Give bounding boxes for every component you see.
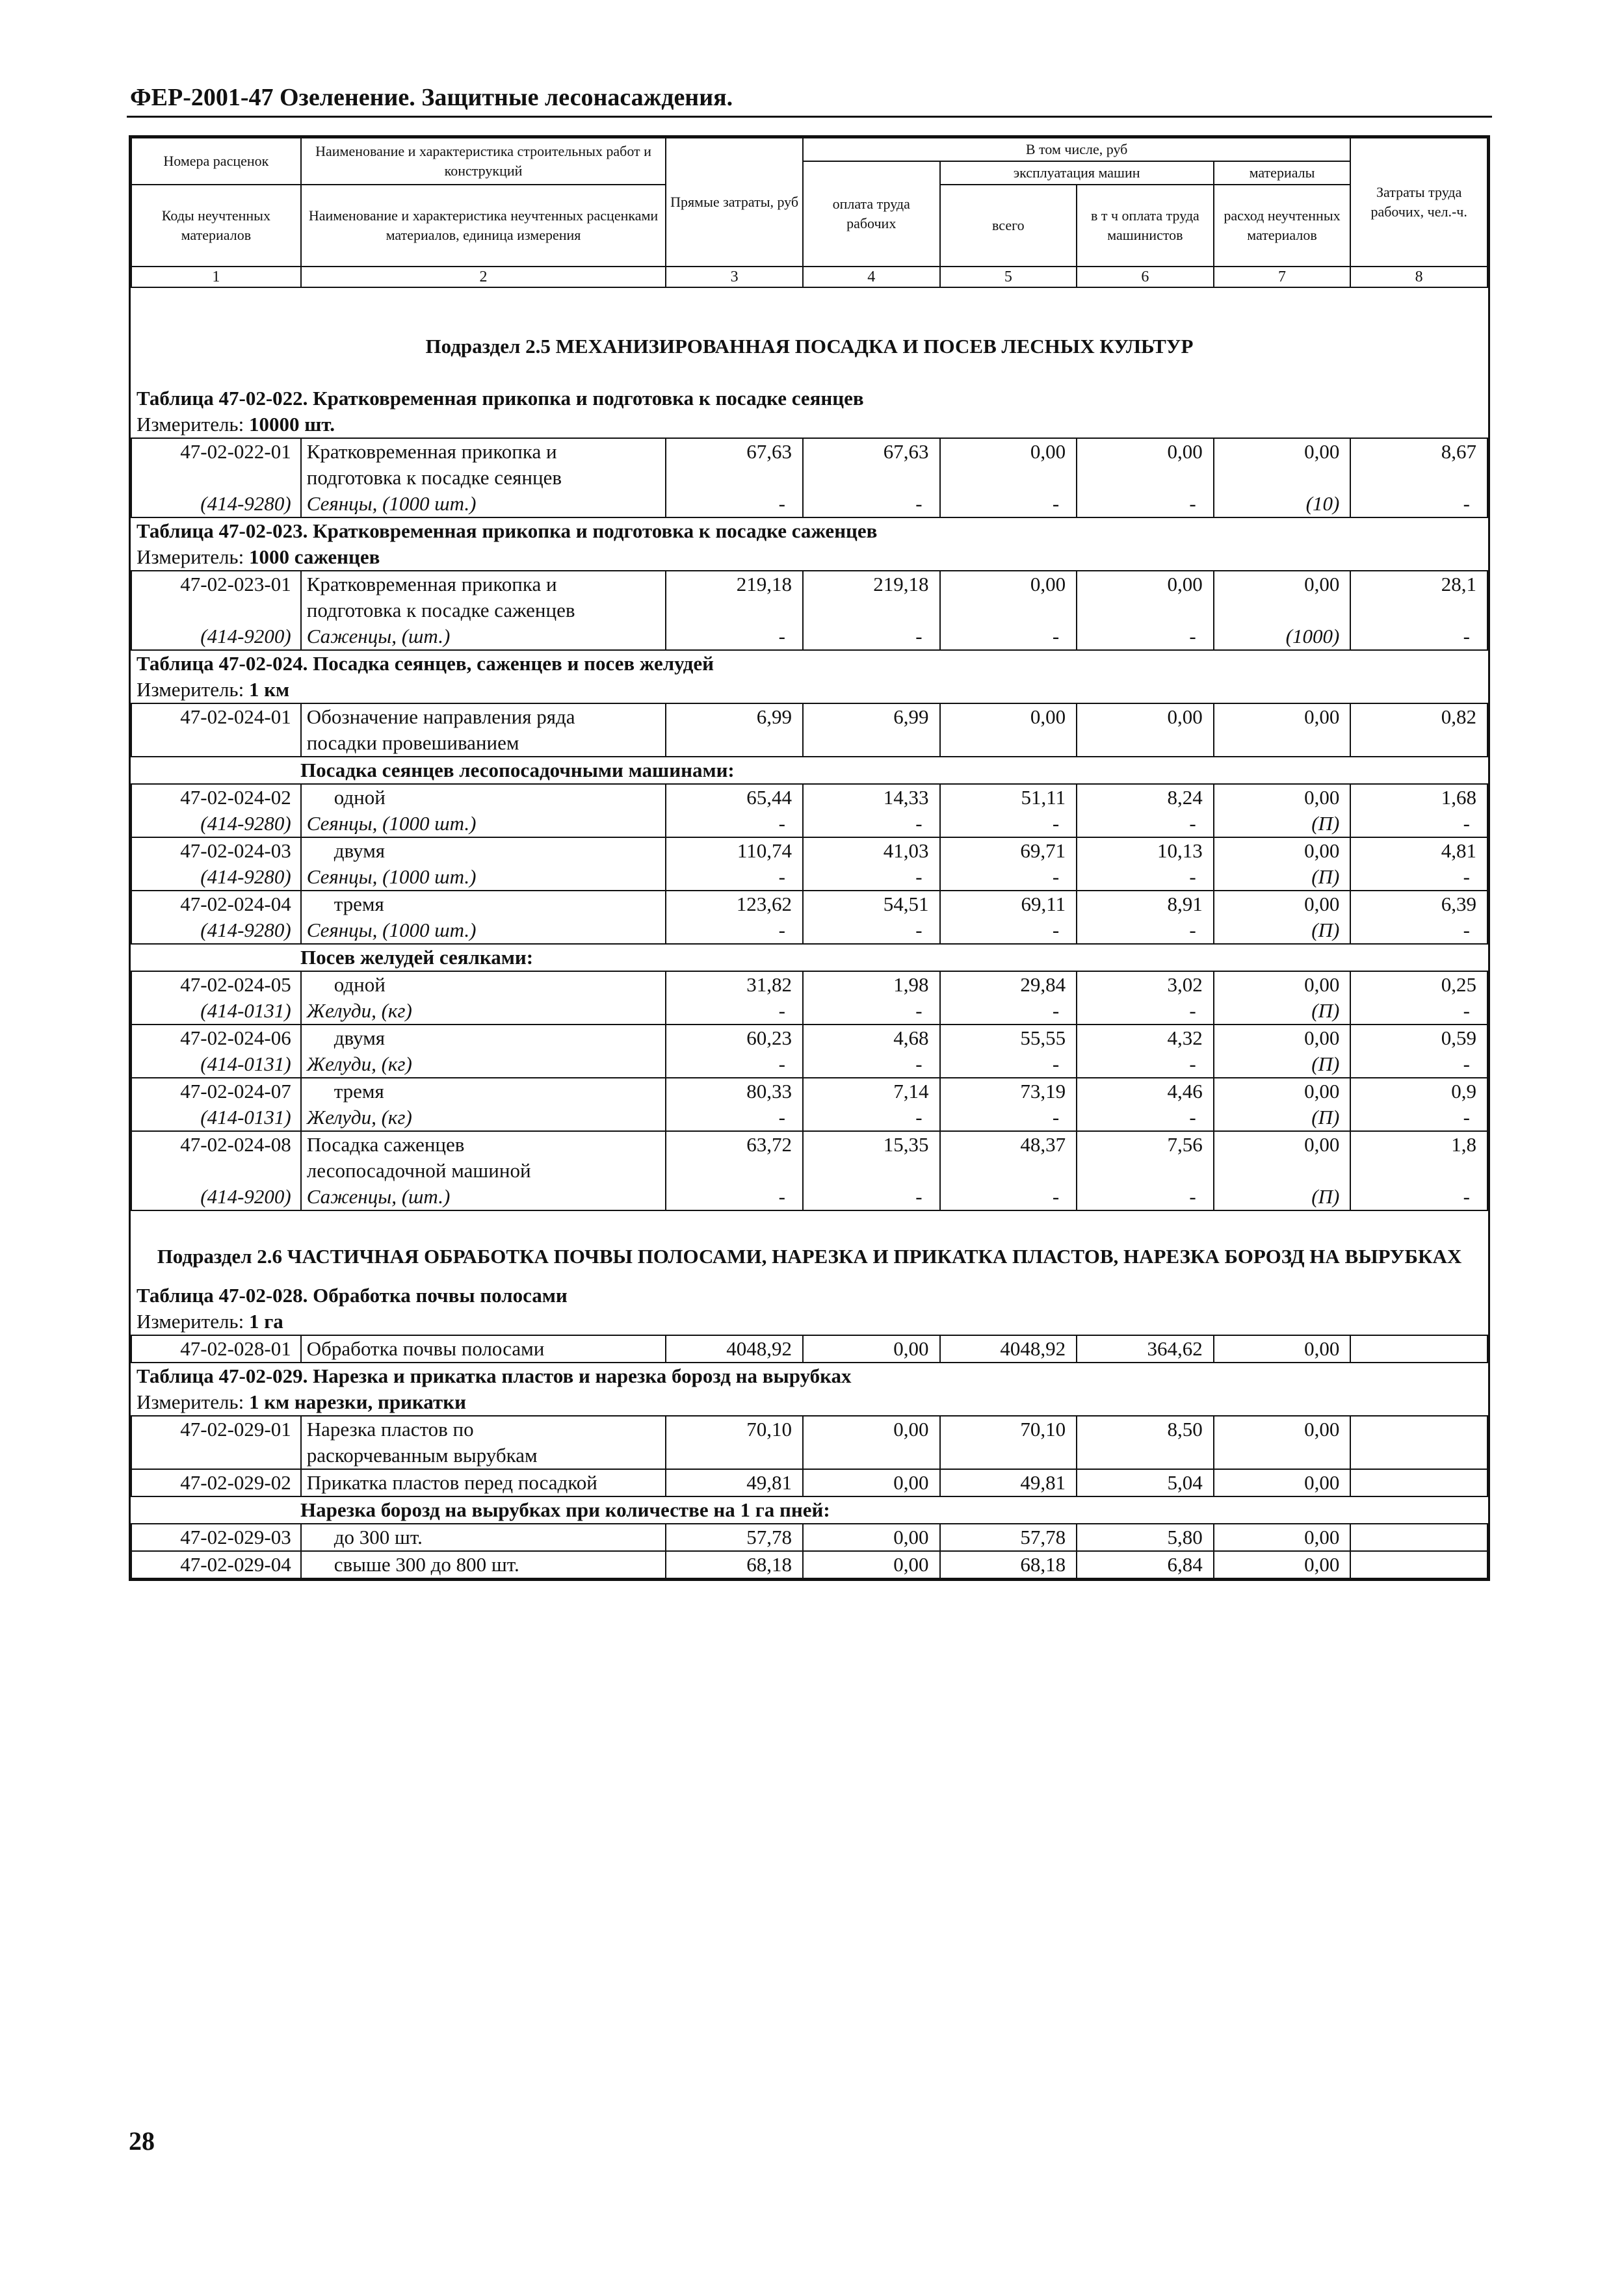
dash: - bbox=[1077, 1051, 1214, 1078]
group-heading: Нарезка борозд на вырубках при количестве на 1 га пней: bbox=[300, 1498, 830, 1521]
section-heading: Подраздел 2.6 ЧАСТИЧНАЯ ОБРАБОТКА ПОЧВЫ ПОЛОСАМИ, НАРЕЗКА И ПРИКАТКА ПЛАСТОВ, НАРЕЗКА БОРОЗД НА ВЫРУБКАХ bbox=[157, 1245, 1462, 1268]
operator-pay: 8,91 bbox=[1077, 891, 1214, 917]
table-row bbox=[131, 1524, 1487, 1551]
operator-pay: 0,00 bbox=[1077, 571, 1214, 623]
direct-cost: 60,23 bbox=[666, 1025, 803, 1051]
material-qty: (П) bbox=[1214, 1104, 1351, 1131]
body-table bbox=[131, 288, 1488, 1579]
material-qty: (10) bbox=[1214, 491, 1351, 517]
dash: - bbox=[940, 1104, 1077, 1131]
materials: 0,00 bbox=[1214, 703, 1351, 757]
col-num-3: 3 bbox=[666, 267, 803, 287]
operator-pay: 5,80 bbox=[1077, 1524, 1214, 1551]
dash: - bbox=[666, 623, 803, 650]
material-name: Саженцы, (шт.) bbox=[301, 623, 666, 650]
material-row bbox=[131, 811, 1487, 837]
rate-code: 47-02-022-01 bbox=[131, 438, 301, 491]
table-row bbox=[131, 703, 1487, 757]
dash: - bbox=[940, 917, 1077, 944]
rate-code: 47-02-028-01 bbox=[131, 1335, 301, 1363]
material-name: Сеянцы, (1000 шт.) bbox=[301, 917, 666, 944]
table-row bbox=[131, 784, 1487, 811]
dash: - bbox=[1077, 623, 1214, 650]
table-row bbox=[131, 1131, 1487, 1184]
measure-label: Измеритель: bbox=[137, 545, 244, 568]
table-title: Таблица 47-02-022. Кратковременная прикопка и подготовка к посадке сеянцев bbox=[137, 387, 864, 410]
table-title: Таблица 47-02-028. Обработка почвы полосами bbox=[137, 1284, 568, 1307]
material-row bbox=[131, 491, 1487, 517]
direct-cost: 4048,92 bbox=[666, 1335, 803, 1363]
worker-pay: 15,35 bbox=[803, 1131, 940, 1184]
measure-value: 1 км нарезки, прикатки bbox=[248, 1391, 466, 1413]
material-code: (414-0131) bbox=[131, 998, 301, 1025]
page-title: ФЕР-2001-47 Озеленение. Защитные лесонасаждения. bbox=[130, 84, 733, 111]
labor bbox=[1350, 1551, 1487, 1578]
header-operator-pay: в т ч оплата труда машинистов bbox=[1077, 185, 1214, 267]
table-measure bbox=[131, 1309, 1487, 1335]
machines-total: 48,37 bbox=[940, 1131, 1077, 1184]
section-heading: Подраздел 2.5 МЕХАНИЗИРОВАННАЯ ПОСАДКА И ПОСЕВ ЛЕСНЫХ КУЛЬТУР bbox=[425, 335, 1194, 358]
dash: - bbox=[803, 864, 940, 891]
dash: - bbox=[666, 998, 803, 1025]
operator-pay: 5,04 bbox=[1077, 1469, 1214, 1496]
direct-cost: 219,18 bbox=[666, 571, 803, 623]
material-row bbox=[131, 1184, 1487, 1210]
machines-total: 0,00 bbox=[940, 438, 1077, 491]
group-heading: Посадка сеянцев лесопосадочными машинами: bbox=[300, 759, 735, 781]
measure-value: 1000 саженцев bbox=[248, 545, 380, 568]
dash: - bbox=[803, 623, 940, 650]
dash: - bbox=[666, 811, 803, 837]
operator-pay: 10,13 bbox=[1077, 837, 1214, 864]
material-name: Сеянцы, (1000 шт.) bbox=[301, 491, 666, 517]
material-row bbox=[131, 1051, 1487, 1078]
dash: - bbox=[666, 917, 803, 944]
col-num-7: 7 bbox=[1214, 267, 1351, 287]
table-measure bbox=[131, 411, 1487, 438]
dash: - bbox=[666, 491, 803, 517]
table-row bbox=[131, 891, 1487, 917]
direct-cost: 57,78 bbox=[666, 1524, 803, 1551]
materials: 0,00 bbox=[1214, 891, 1351, 917]
materials: 0,00 bbox=[1214, 1524, 1351, 1551]
operator-pay: 8,50 bbox=[1077, 1416, 1214, 1469]
material-qty: (П) bbox=[1214, 864, 1351, 891]
dash: - bbox=[940, 623, 1077, 650]
dash: - bbox=[1350, 491, 1487, 517]
material-name: Желуди, (кг) bbox=[301, 1104, 666, 1131]
material-qty: (П) bbox=[1214, 1051, 1351, 1078]
dash: - bbox=[940, 1051, 1077, 1078]
dash: - bbox=[803, 1184, 940, 1210]
dash: - bbox=[1350, 1051, 1487, 1078]
operator-pay: 8,24 bbox=[1077, 784, 1214, 811]
table-row bbox=[131, 438, 1487, 491]
worker-pay: 0,00 bbox=[803, 1551, 940, 1578]
rate-code: 47-02-024-04 bbox=[131, 891, 301, 917]
machines-total: 0,00 bbox=[940, 571, 1077, 623]
rate-name: свыше 300 до 800 шт. bbox=[301, 1551, 666, 1578]
operator-pay: 7,56 bbox=[1077, 1131, 1214, 1184]
material-name: Саженцы, (шт.) bbox=[301, 1184, 666, 1210]
table-title: Таблица 47-02-029. Нарезка и прикатка пластов и нарезка борозд на вырубках bbox=[137, 1365, 852, 1387]
document-frame bbox=[129, 135, 1490, 1581]
header-including: В том числе, руб bbox=[803, 138, 1350, 161]
rate-code: 47-02-023-01 bbox=[131, 571, 301, 623]
material-qty: (П) bbox=[1214, 917, 1351, 944]
materials: 0,00 bbox=[1214, 571, 1351, 623]
operator-pay: 0,00 bbox=[1077, 703, 1214, 757]
material-row bbox=[131, 917, 1487, 944]
material-code: (414-0131) bbox=[131, 1104, 301, 1131]
table-row bbox=[131, 1416, 1487, 1469]
machines-total: 69,71 bbox=[940, 837, 1077, 864]
dash: - bbox=[803, 1104, 940, 1131]
rate-name: Кратковременная прикопка и подготовка к посадке сеянцев bbox=[301, 438, 666, 491]
dash: - bbox=[940, 491, 1077, 517]
dash: - bbox=[1350, 623, 1487, 650]
worker-pay: 67,63 bbox=[803, 438, 940, 491]
rate-code: 47-02-024-08 bbox=[131, 1131, 301, 1184]
rate-name: Кратковременная прикопка и подготовка к посадке саженцев bbox=[301, 571, 666, 623]
machines-total: 70,10 bbox=[940, 1416, 1077, 1469]
rate-name: до 300 шт. bbox=[301, 1524, 666, 1551]
dash: - bbox=[1350, 811, 1487, 837]
dash: - bbox=[666, 1184, 803, 1210]
direct-cost: 63,72 bbox=[666, 1131, 803, 1184]
direct-cost: 110,74 bbox=[666, 837, 803, 864]
materials: 0,00 bbox=[1214, 1469, 1351, 1496]
rate-code: 47-02-024-02 bbox=[131, 784, 301, 811]
dash: - bbox=[940, 864, 1077, 891]
table-row bbox=[131, 1551, 1487, 1578]
table-measure bbox=[131, 677, 1487, 703]
table-row bbox=[131, 971, 1487, 998]
col-num-6: 6 bbox=[1077, 267, 1214, 287]
direct-cost: 67,63 bbox=[666, 438, 803, 491]
materials: 0,00 bbox=[1214, 837, 1351, 864]
dash: - bbox=[1350, 1104, 1487, 1131]
dash: - bbox=[803, 1051, 940, 1078]
rate-code: 47-02-029-02 bbox=[131, 1469, 301, 1496]
dash: - bbox=[803, 811, 940, 837]
worker-pay: 6,99 bbox=[803, 703, 940, 757]
rate-name: Посадка саженцев лесопосадочной машиной bbox=[301, 1131, 666, 1184]
labor: 8,67 bbox=[1350, 438, 1487, 491]
dash: - bbox=[666, 1104, 803, 1131]
labor: 1,8 bbox=[1350, 1131, 1487, 1184]
materials: 0,00 bbox=[1214, 1078, 1351, 1104]
col-num-2: 2 bbox=[301, 267, 666, 287]
worker-pay: 4,68 bbox=[803, 1025, 940, 1051]
material-code: (414-9280) bbox=[131, 811, 301, 837]
materials: 0,00 bbox=[1214, 1416, 1351, 1469]
col-num-8: 8 bbox=[1350, 267, 1487, 287]
material-name: Сеянцы, (1000 шт.) bbox=[301, 864, 666, 891]
header-work-name: Наименование и характеристика строительных работ и конструкций bbox=[301, 138, 666, 185]
header-machines: эксплуатация машин bbox=[940, 161, 1214, 185]
table-row bbox=[131, 571, 1487, 623]
labor bbox=[1350, 1469, 1487, 1496]
material-name: Сеянцы, (1000 шт.) bbox=[301, 811, 666, 837]
measure-label: Измеритель: bbox=[137, 1310, 244, 1333]
material-code: (414-9200) bbox=[131, 623, 301, 650]
rate-name: двумя bbox=[301, 837, 666, 864]
table-measure bbox=[131, 544, 1487, 571]
labor: 1,68 bbox=[1350, 784, 1487, 811]
rate-name: одной bbox=[301, 784, 666, 811]
worker-pay: 0,00 bbox=[803, 1469, 940, 1496]
dash: - bbox=[940, 811, 1077, 837]
labor bbox=[1350, 1335, 1487, 1363]
material-qty: (П) bbox=[1214, 811, 1351, 837]
machines-total: 73,19 bbox=[940, 1078, 1077, 1104]
header-machines-total: всего bbox=[940, 185, 1077, 267]
header-material-name: Наименование и характеристика неучтенных расценками материалов, единица измерения bbox=[301, 185, 666, 267]
worker-pay: 54,51 bbox=[803, 891, 940, 917]
dash: - bbox=[666, 864, 803, 891]
rate-code: 47-02-024-01 bbox=[131, 703, 301, 757]
materials: 0,00 bbox=[1214, 1551, 1351, 1578]
direct-cost: 80,33 bbox=[666, 1078, 803, 1104]
table-row bbox=[131, 1335, 1487, 1363]
material-code: (414-9280) bbox=[131, 917, 301, 944]
dash: - bbox=[1077, 811, 1214, 837]
labor: 0,82 bbox=[1350, 703, 1487, 757]
dash: - bbox=[1077, 864, 1214, 891]
material-row bbox=[131, 1104, 1487, 1131]
header-material-use: расход неучтенных материалов bbox=[1214, 185, 1351, 267]
header-labor: Затраты труда рабочих, чел.-ч. bbox=[1350, 138, 1487, 267]
col-num-4: 4 bbox=[803, 267, 940, 287]
table-measure bbox=[131, 1389, 1487, 1416]
materials: 0,00 bbox=[1214, 438, 1351, 491]
materials: 0,00 bbox=[1214, 1131, 1351, 1184]
header-materials: материалы bbox=[1214, 161, 1351, 185]
labor bbox=[1350, 1416, 1487, 1469]
dash: - bbox=[1077, 1104, 1214, 1131]
worker-pay: 7,14 bbox=[803, 1078, 940, 1104]
machines-total: 29,84 bbox=[940, 971, 1077, 998]
direct-cost: 65,44 bbox=[666, 784, 803, 811]
operator-pay: 364,62 bbox=[1077, 1335, 1214, 1363]
machines-total: 49,81 bbox=[940, 1469, 1077, 1496]
direct-cost: 70,10 bbox=[666, 1416, 803, 1469]
group-heading: Посев желудей сеялками: bbox=[300, 946, 534, 969]
dash: - bbox=[1077, 998, 1214, 1025]
worker-pay: 219,18 bbox=[803, 571, 940, 623]
material-qty: (П) bbox=[1214, 1184, 1351, 1210]
rate-name: Прикатка пластов перед посадкой bbox=[301, 1469, 666, 1496]
operator-pay: 6,84 bbox=[1077, 1551, 1214, 1578]
dash: - bbox=[1350, 1184, 1487, 1210]
rate-name: двумя bbox=[301, 1025, 666, 1051]
machines-total: 68,18 bbox=[940, 1551, 1077, 1578]
measure-label: Измеритель: bbox=[137, 413, 244, 436]
labor: 28,1 bbox=[1350, 571, 1487, 623]
dash: - bbox=[1077, 1184, 1214, 1210]
worker-pay: 41,03 bbox=[803, 837, 940, 864]
materials: 0,00 bbox=[1214, 971, 1351, 998]
worker-pay: 14,33 bbox=[803, 784, 940, 811]
rate-code: 47-02-024-05 bbox=[131, 971, 301, 998]
material-code: (414-9200) bbox=[131, 1184, 301, 1210]
col-num-5: 5 bbox=[940, 267, 1077, 287]
material-name: Желуди, (кг) bbox=[301, 1051, 666, 1078]
direct-cost: 49,81 bbox=[666, 1469, 803, 1496]
material-name: Желуди, (кг) bbox=[301, 998, 666, 1025]
table-row bbox=[131, 1025, 1487, 1051]
operator-pay: 4,46 bbox=[1077, 1078, 1214, 1104]
rate-name: Обозначение направления ряда посадки провешиванием bbox=[301, 703, 666, 757]
materials: 0,00 bbox=[1214, 1335, 1351, 1363]
worker-pay: 0,00 bbox=[803, 1335, 940, 1363]
operator-pay: 4,32 bbox=[1077, 1025, 1214, 1051]
dash: - bbox=[1077, 917, 1214, 944]
direct-cost: 31,82 bbox=[666, 971, 803, 998]
dash: - bbox=[803, 998, 940, 1025]
materials: 0,00 bbox=[1214, 1025, 1351, 1051]
table-row bbox=[131, 1469, 1487, 1496]
rate-code: 47-02-029-03 bbox=[131, 1524, 301, 1551]
title-rule bbox=[127, 116, 1492, 118]
header-rates: Номера расценок bbox=[131, 138, 301, 185]
rate-code: 47-02-029-01 bbox=[131, 1416, 301, 1469]
header-material-codes: Коды неучтенных материалов bbox=[131, 185, 301, 267]
material-code: (414-9280) bbox=[131, 864, 301, 891]
labor: 0,59 bbox=[1350, 1025, 1487, 1051]
rate-name: тремя bbox=[301, 891, 666, 917]
dash: - bbox=[803, 917, 940, 944]
machines-total: 51,11 bbox=[940, 784, 1077, 811]
labor: 4,81 bbox=[1350, 837, 1487, 864]
measure-value: 10000 шт. bbox=[248, 413, 335, 436]
dash: - bbox=[940, 1184, 1077, 1210]
rate-code: 47-02-024-07 bbox=[131, 1078, 301, 1104]
table-title: Таблица 47-02-023. Кратковременная прикопка и подготовка к посадке саженцев bbox=[137, 519, 878, 542]
direct-cost: 123,62 bbox=[666, 891, 803, 917]
machines-total: 55,55 bbox=[940, 1025, 1077, 1051]
dash: - bbox=[1350, 864, 1487, 891]
rate-code: 47-02-024-06 bbox=[131, 1025, 301, 1051]
labor: 6,39 bbox=[1350, 891, 1487, 917]
dash: - bbox=[1350, 998, 1487, 1025]
material-qty: (1000) bbox=[1214, 623, 1351, 650]
column-header-table bbox=[131, 137, 1488, 288]
material-row bbox=[131, 623, 1487, 650]
materials: 0,00 bbox=[1214, 784, 1351, 811]
material-code: (414-9280) bbox=[131, 491, 301, 517]
direct-cost: 6,99 bbox=[666, 703, 803, 757]
operator-pay: 0,00 bbox=[1077, 438, 1214, 491]
dash: - bbox=[666, 1051, 803, 1078]
worker-pay: 0,00 bbox=[803, 1416, 940, 1469]
rate-name: тремя bbox=[301, 1078, 666, 1104]
table-title: Таблица 47-02-024. Посадка сеянцев, саженцев и посев желудей bbox=[137, 652, 714, 675]
rate-name: одной bbox=[301, 971, 666, 998]
worker-pay: 1,98 bbox=[803, 971, 940, 998]
machines-total: 69,11 bbox=[940, 891, 1077, 917]
material-code: (414-0131) bbox=[131, 1051, 301, 1078]
material-row bbox=[131, 864, 1487, 891]
labor: 0,9 bbox=[1350, 1078, 1487, 1104]
rate-code: 47-02-029-04 bbox=[131, 1551, 301, 1578]
measure-label: Измеритель: bbox=[137, 678, 244, 701]
table-row bbox=[131, 1078, 1487, 1104]
measure-value: 1 га bbox=[248, 1310, 283, 1333]
header-worker-pay: оплата труда рабочих bbox=[803, 161, 940, 267]
operator-pay: 3,02 bbox=[1077, 971, 1214, 998]
labor: 0,25 bbox=[1350, 971, 1487, 998]
table-row bbox=[131, 837, 1487, 864]
worker-pay: 0,00 bbox=[803, 1524, 940, 1551]
dash: - bbox=[940, 998, 1077, 1025]
dash: - bbox=[803, 491, 940, 517]
machines-total: 0,00 bbox=[940, 703, 1077, 757]
material-qty: (П) bbox=[1214, 998, 1351, 1025]
dash: - bbox=[1077, 491, 1214, 517]
direct-cost: 68,18 bbox=[666, 1551, 803, 1578]
header-direct-cost: Прямые затраты, руб bbox=[666, 138, 803, 267]
material-row bbox=[131, 998, 1487, 1025]
rate-name: Обработка почвы полосами bbox=[301, 1335, 666, 1363]
rate-code: 47-02-024-03 bbox=[131, 837, 301, 864]
measure-value: 1 км bbox=[248, 678, 290, 701]
measure-label: Измеритель: bbox=[137, 1391, 244, 1413]
dash: - bbox=[1350, 917, 1487, 944]
page-number: 28 bbox=[129, 2126, 155, 2156]
col-num-1: 1 bbox=[131, 267, 301, 287]
rate-name: Нарезка пластов по раскорчеванным вырубкам bbox=[301, 1416, 666, 1469]
machines-total: 4048,92 bbox=[940, 1335, 1077, 1363]
machines-total: 57,78 bbox=[940, 1524, 1077, 1551]
labor bbox=[1350, 1524, 1487, 1551]
